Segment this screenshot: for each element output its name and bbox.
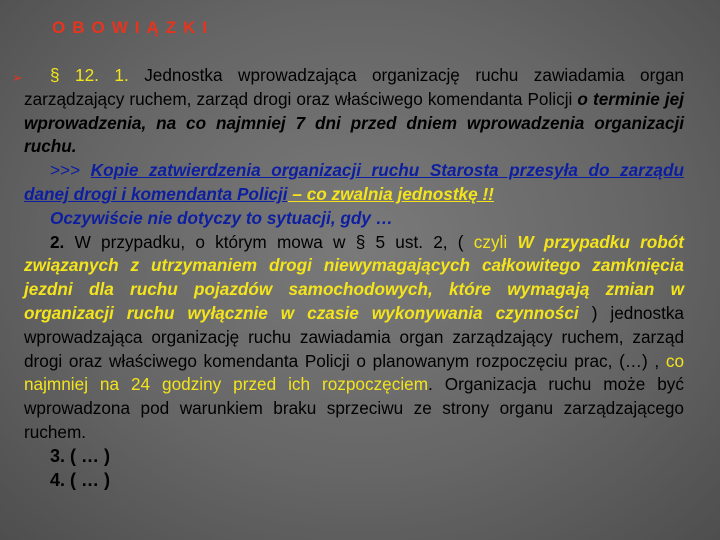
paragraph-5: 3. ( … )	[50, 445, 111, 466]
paragraph-4: 2. W przypadku, o którym mowa w § 5 ust. 2, ( czyli W przypadku robót związanych z utrzymaniem drogi niewymagających całkowitego zamknięcia jezdni dla ruchu pojazdów samochodowych, które wymagają zmian w organizacji ruchu wyłącznie w czasie wykonywania czynności ) jednostka wprowadzająca organizację ruchu zawiadamia organ zarządzający ruchem, zarząd drogi oraz właściwego komendanta Policji o planowanym rozpoczęciu prac, (…) , co najmniej na 24 godziny przed ich rozpoczęciem. Organizacja ruchu może być wprowadzona pod warunkiem braku sprzeciwu ze strony organu zarządzającego ruchem.	[24, 231, 685, 442]
paragraph-2: >>> Kopie zatwierdzenia organizacji ruchu Starosta przesyła do zarządu danej drogi i komendanta Policji – co zwalnia jednostkę !!	[24, 160, 684, 204]
paragraph-6: 4. ( … )	[50, 469, 111, 490]
bullet-arrow-icon: ➢	[12, 70, 23, 85]
section-number: § 12. 1.	[50, 65, 129, 85]
paragraph-1: § 12. 1. Jednostka wprowadzająca organizację ruchu zawiadamia organ zarządzający ruchem, zarząd drogi oraz właściwego komendanta Policji o terminie jej wprowadzenia, na co najmniej 7 dni przed dniem wprowadzenia organizacji ruchu.	[24, 65, 684, 157]
paragraph-3: Oczywiście nie dotyczy to sytuacji, gdy …	[50, 207, 393, 228]
slide-title: OBOWIĄZKI	[52, 18, 215, 37]
slide-body	[24, 64, 684, 492]
